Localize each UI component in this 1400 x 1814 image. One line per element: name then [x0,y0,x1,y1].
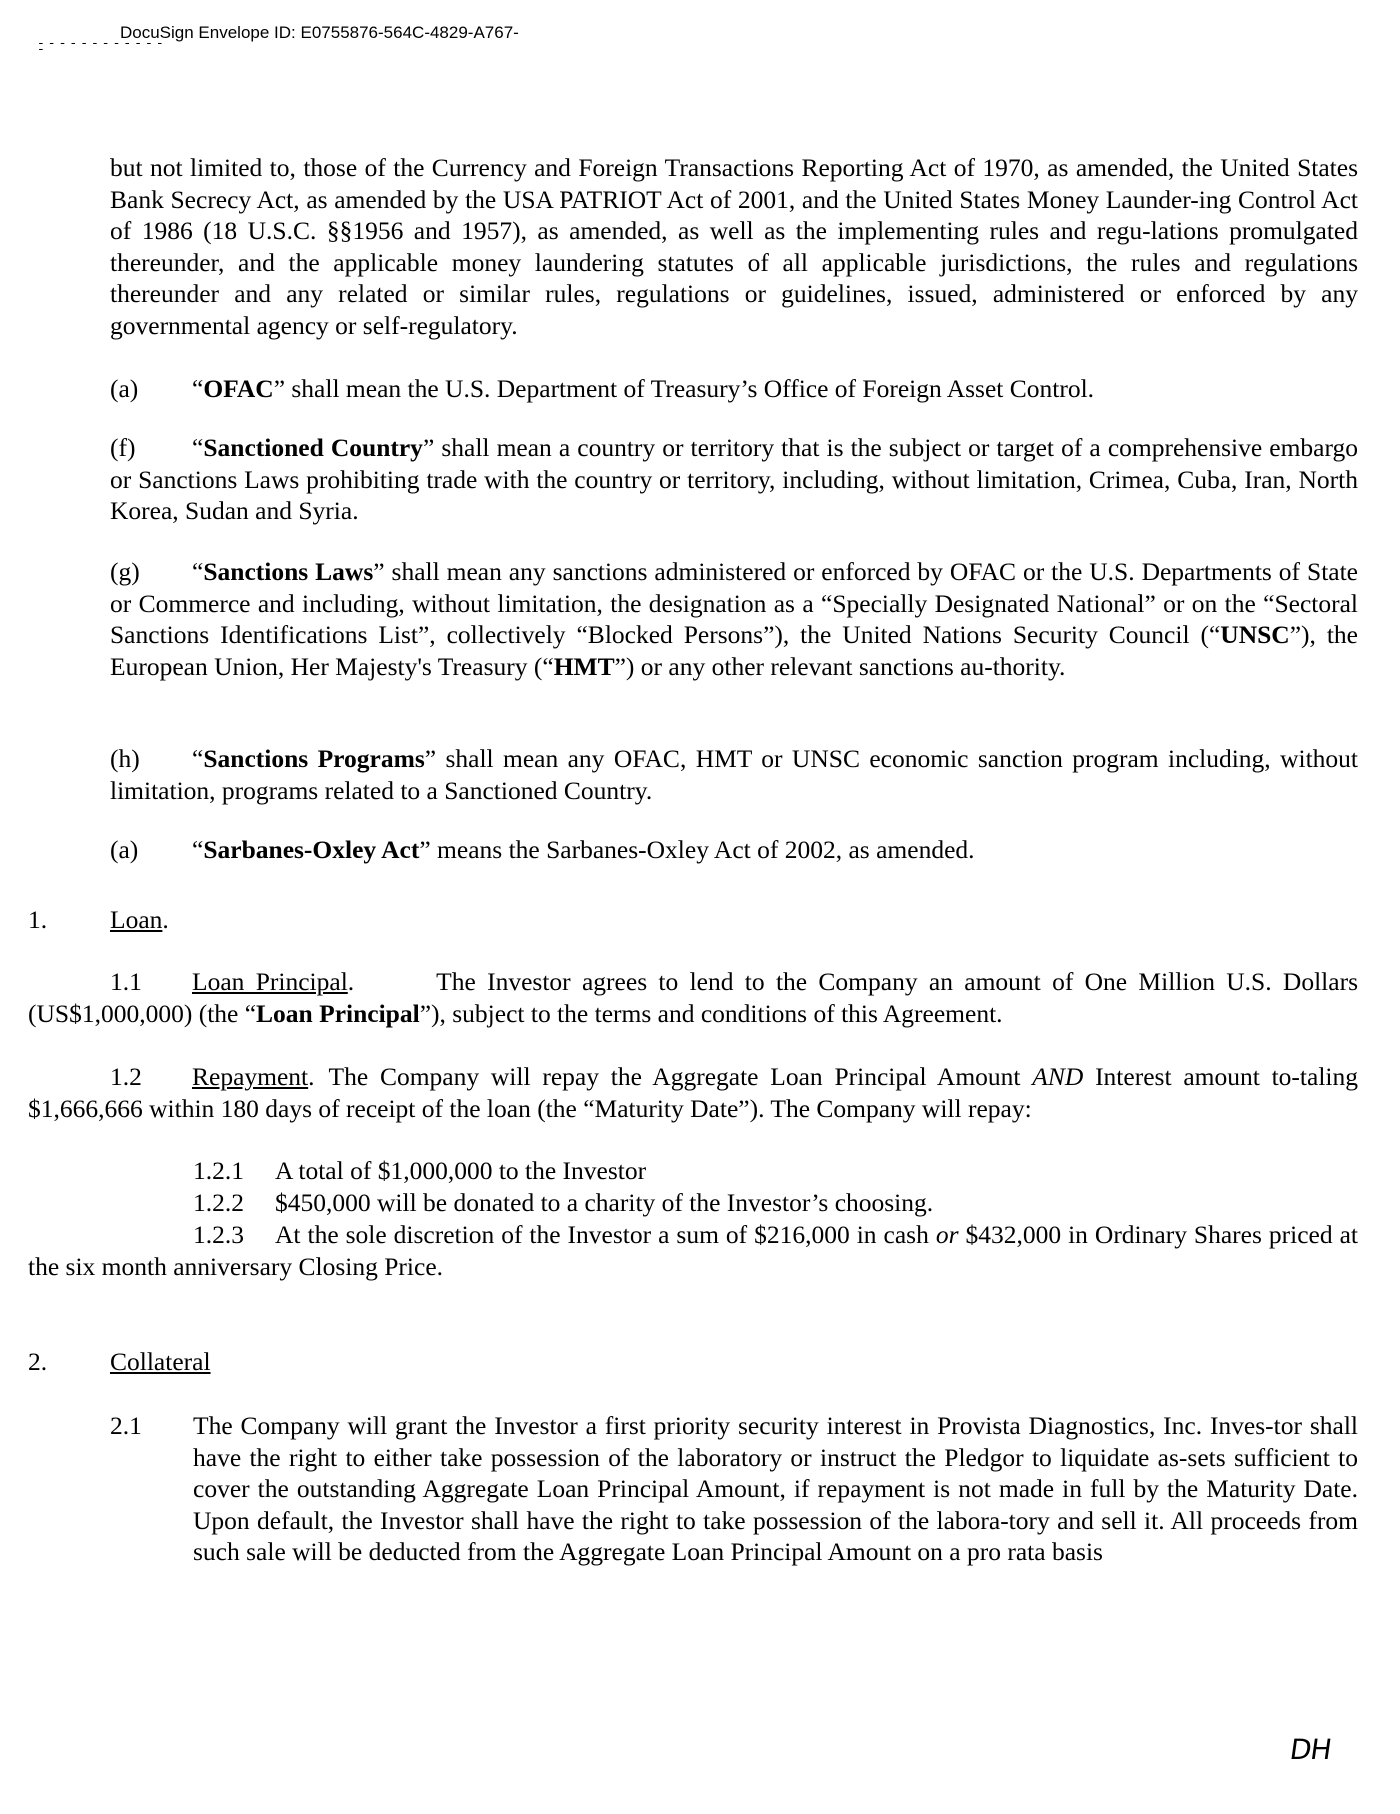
definition-label: (a) [110,835,139,864]
list-item: 1.2.1 A total of $1,000,000 to the Investor [193,1156,647,1185]
docusign-envelope-id: DocuSign Envelope ID: E0755876-564C-4829-A767- [120,23,519,42]
clause-1-1: 1.1 Loan Principal. The Investor agrees to lend to the Company an amount of One Million U.S. Dollars (US$1,000,000) (the “Loan Principal”), subject to the terms and conditions of this Agreement. [28,967,1358,1028]
definition-sanctions-laws: (g) “Sanctions Laws” shall mean any sanctions administered or enforced by OFAC or the U.S. Departments of State or Commerce and including, without limitation, the designation as a “Specially Designated National” or on the “Sectoral Sanctions Identifications List”, collectively “Blocked Persons”), the United Nations Security Council (“UNSC”), the European Union, Her Majesty's Treasury (“HMT”) or any other relevant sanctions au-thority. [110,557,1358,681]
initials-signature: DH [1287,1733,1334,1766]
section-number: 2. [28,1347,48,1376]
clause-1-2: 1.2 Repayment. The Company will repay the Aggregate Loan Principal Amount AND Interest amount to-taling $1,666,666 within 180 days of receipt of the loan (the “Maturity Date”). The Company will repay: [28,1062,1358,1123]
list-item: 1.2.2 $450,000 will be donated to a charity of the Investor’s choosing. [193,1188,934,1217]
intro-paragraph: but not limited to, those of the Currency and Foreign Transactions Reporting Act of 1970, as amended, the United States Bank Secrecy Act, as amended by the USA PATRIOT Act of 2001, and the United States Money Launder-ing Control Act of 1986 (18 U.S.C. §§1956 and 1957), as amended, as well as the implementing rules and regu-lations promulgated thereunder, and the applicable money laundering statutes of all applicable jurisdictions, the rules and regulations thereunder and any related or similar rules, regulations or guidelines, issued, administered or enforced by any governmental agency or self-regulatory. [110,153,1358,340]
definition-label: (f) [110,433,136,462]
definition-label: (h) [110,744,140,773]
list-item: 1.2.3 At the sole discretion of the Investor a sum of $216,000 in cash or $432,000 in Ordinary Shares priced at the six month anniversary Closing Price. [28,1220,1358,1281]
definition-label: (g) [110,557,140,586]
defined-term: Loan Principal [256,998,420,1028]
definition-sanctioned-country: (f) “Sanctioned Country” shall mean a country or territory that is the subject or target of a comprehensive embargo or Sanctions Laws prohibiting trade with the country or territory, including, without limitation, Crimea, Cuba, Iran, North Korea, Sudan and Syria. [110,433,1358,525]
definition-ofac: (a) “OFAC” shall mean the U.S. Department of Treasury’s Office of Foreign Asset Control. [110,374,1095,403]
section-heading-loan: Loan. [110,905,169,934]
definition-sarbanes-oxley: (a) “Sarbanes-Oxley Act” means the Sarbanes-Oxley Act of 2002, as amended. [110,835,975,864]
clause-number: 1.1 [110,967,142,996]
section-heading-collateral: Collateral [110,1347,211,1376]
section-number: 1. [28,905,48,934]
item-number: 1.2.3 [193,1220,244,1249]
definition-label: (a) [110,374,139,403]
definition-sanctions-programs: (h) “Sanctions Programs” shall mean any OFAC, HMT or UNSC economic sanction program including, without limitation, programs related to a Sanctioned Country. [110,744,1358,805]
clause-2-1: The Company will grant the Investor a first priority security interest in Provista Diagnostics, Inc. Inves-tor shall have the right to either take possession of the laboratory or instruct the Pledgor to liquidate as-sets sufficient to cover the outstanding Aggregate Loan Principal Amount, if repayment is not made in full by the Maturity Date. Upon default, the Investor shall have the right to take possession of the labora-tory and sell it. All proceeds from such sale will be deducted from the Aggregate Loan Principal Amount on a pro rata basis [193,1411,1358,1566]
clause-number: 2.1 [110,1411,142,1440]
clause-number: 1.2 [110,1062,142,1091]
clause-heading: Repayment [192,1062,309,1091]
defined-term: Sanctions Programs [203,744,425,773]
defined-term: Sanctions Laws [203,557,374,586]
defined-term: Sanctioned Country [203,433,423,462]
item-number: 1.2.1 [193,1156,244,1185]
defined-term: OFAC [203,374,274,403]
envelope-id-overflow-mark: ------------- [37,36,167,57]
clause-heading: Loan Principal [192,967,348,996]
item-number: 1.2.2 [193,1188,244,1217]
defined-term: Sarbanes-Oxley Act [203,835,420,864]
